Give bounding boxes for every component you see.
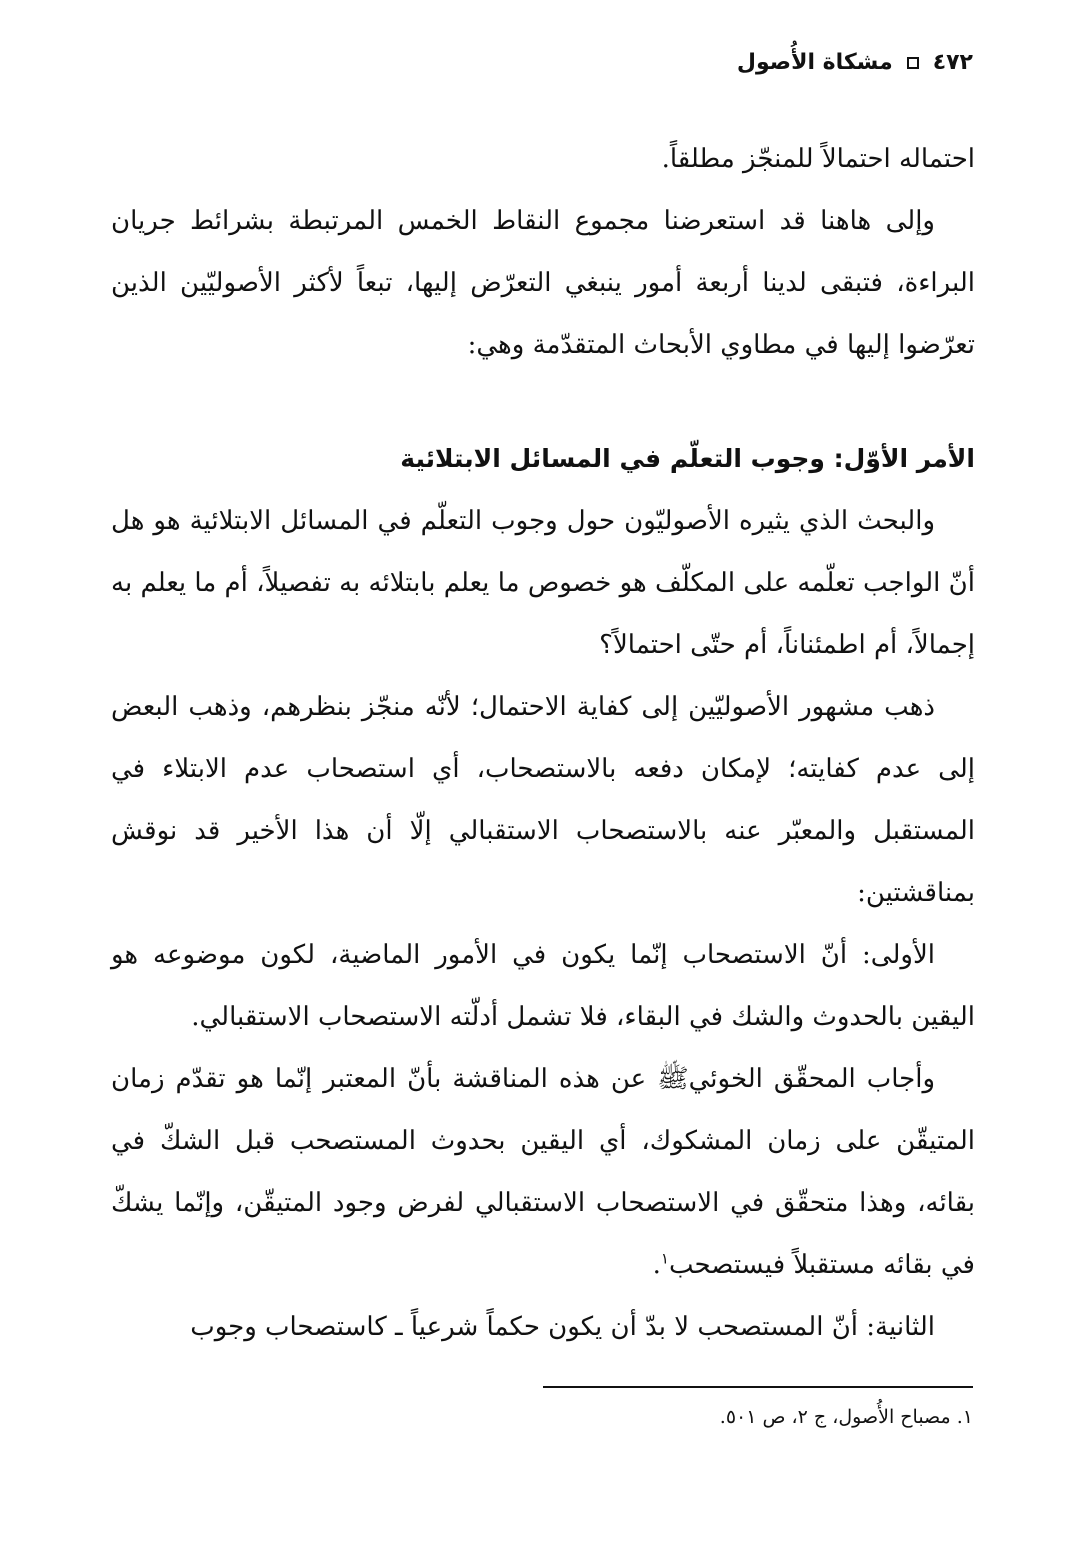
paragraph-3: والبحث الذي يثيره الأصوليّون حول وجوب التعلّم في المسائل الابتلائية هو هل أنّ الواجب تعلّمه على المكلّف هو خصوص ما يعلم بابتلائه به تفصيلاً، أم ما يعلم به إجمالاً، أم اطمئناناً، أم حتّى احتمالاً؟ — [111, 506, 975, 660]
paragraph-5: الأولى: أنّ الاستصحاب إنّما يكون في الأمور الماضية، لكون موضوعه هو اليقين بالحدوث والشك في البقاء، فلا تشمل أدلّته الاستصحاب الاستقبالي. — [111, 940, 975, 1032]
paragraph-1: احتماله احتمالاً للمنجّز مطلقاً. — [661, 144, 975, 174]
footnote-divider — [543, 1386, 973, 1388]
body-text — [111, 128, 975, 1358]
footnote-marker: ١ — [660, 1249, 669, 1268]
paragraph-6 — [111, 1048, 975, 1296]
paragraph-4: ذهب مشهور الأصوليّين إلى كفاية الاحتمال؛ لأنّه منجّز بنظرهم، وذهب البعض إلى عدم كفايته؛ لإمكان دفعه بالاستصحاب، أي استصحاب عدم الابتلاء في المستقبل والمعبّر عنه بالاستصحاب الاستقبالي إلّا أن هذا الأخير قد نوقش بمناقشتين: — [111, 692, 975, 908]
paragraph-6-text: وأجاب المحقّق الخوئي‎ﷺ عن هذه المناقشة بأنّ المعتبر إنّما هو تقدّم زمان المتيقّن على زمان المشكوك، أي اليقين بحدوث المستصحب قبل الشكّ في بقائه، وهذا متحقّق في الاستصحاب الاستقبالي لفرض وجود المتيقّن، وإنّما يشكّ في بقائه مستقبلاً فيستصحب — [111, 1064, 975, 1280]
section-heading: الأمر الأوّل: وجوب التعلّم في المسائل الابتلائية — [400, 444, 975, 473]
paragraph-2: وإلى هاهنا قد استعرضنا مجموع النقاط الخمس المرتبطة بشرائط جريان البراءة، فتبقى لدينا أربعة أمور ينبغي التعرّض إليها، تبعاً لأكثر الأصوليّين الذين تعرّضوا إليها في مطاوي الأبحاث المتقدّمة وهي: — [111, 206, 975, 360]
page-number: ٤٧٢ — [932, 50, 973, 75]
paragraph-7: الثانية: أنّ المستصحب لا بدّ أن يكون حكماً شرعياً ـ كاستصحاب وجوب — [190, 1312, 935, 1342]
footnote: ١. مصباح الأُصول، ج ٢، ص ٥٠١. — [719, 1406, 973, 1428]
separator-square-icon — [907, 57, 919, 69]
book-title: مشكاة الأُصول — [736, 50, 893, 75]
paragraph-6-end: . — [652, 1250, 661, 1280]
page-header — [737, 50, 973, 75]
